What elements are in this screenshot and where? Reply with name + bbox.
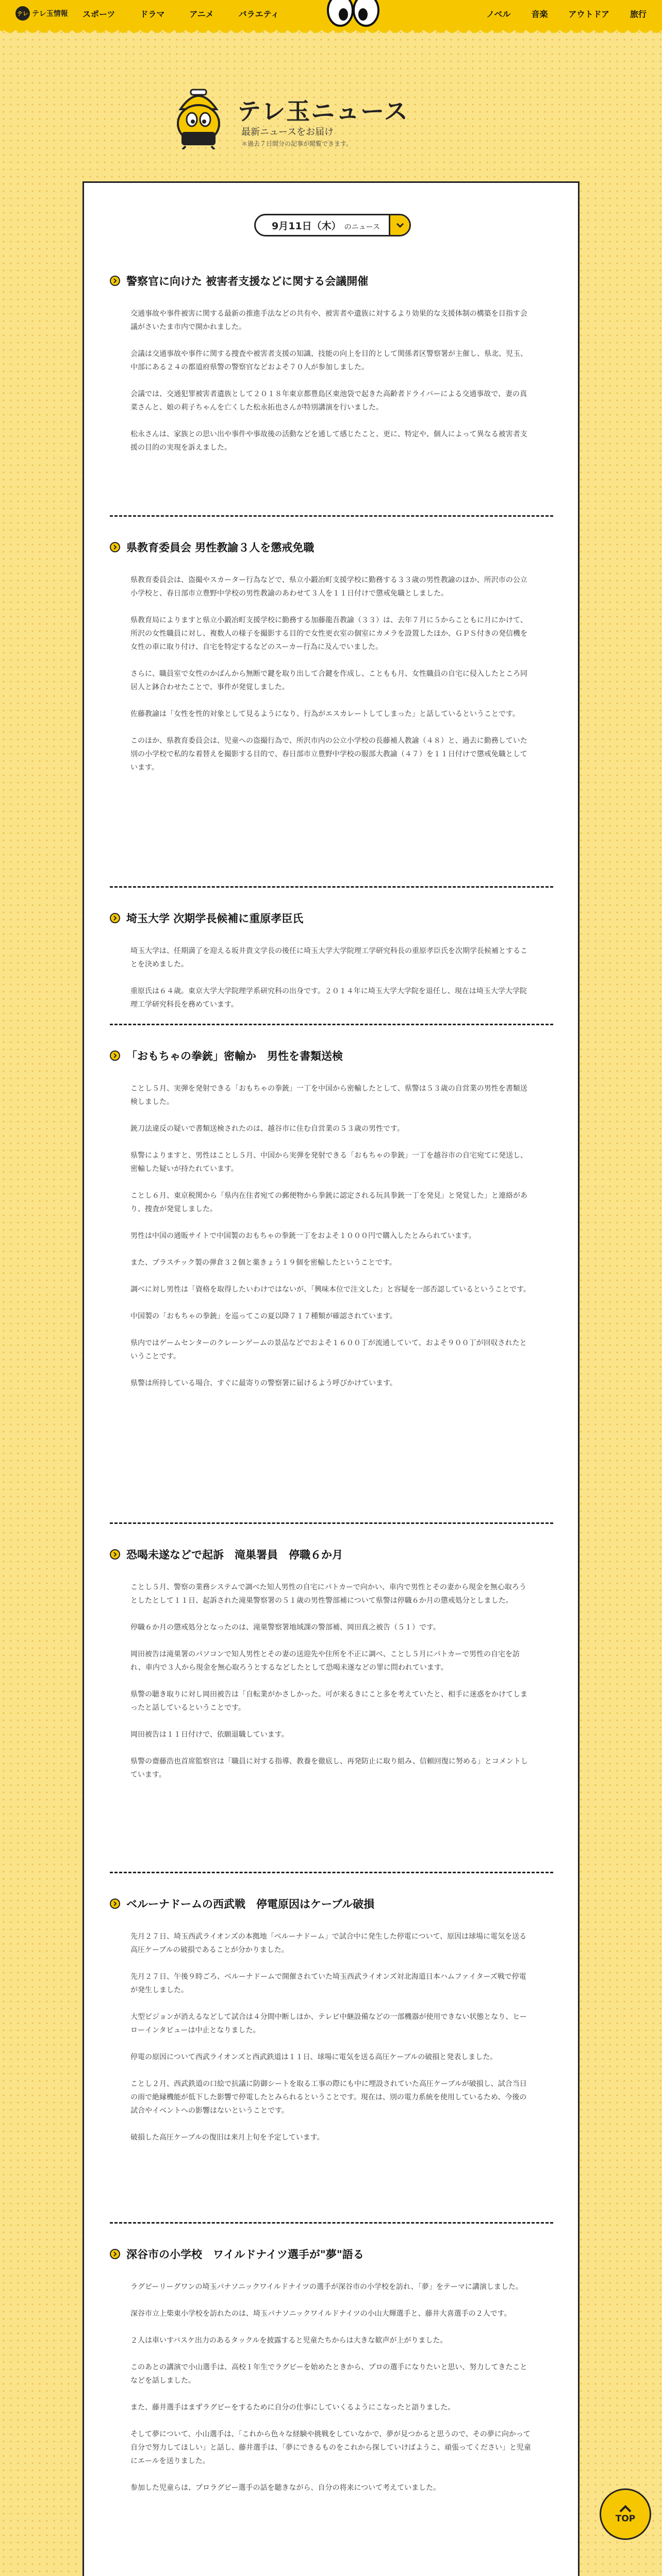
article-body [110, 1082, 553, 1390]
selected-date: 9月11日（木） [272, 220, 341, 232]
article-paragraph: 埼玉大学は、任期満了を迎える坂井貴文学長の後任に埼玉大学大学院理工学研究科長の重原孝臣氏を次期学長候補とすることを決めました。 [130, 947, 527, 969]
article-paragraph: 岡田被告は１１日付けで、依願退職しています。 [130, 1731, 289, 1739]
article-paragraph: 岡田被告は滝巣署のパソコンで知人男性とその妻の送迎先や住所を不正に調べ、ことし５月にパトカーで男性の自宅を訪れ、車内で３人から現金を無心取ろうとするなどしたとして恐喝未遂などの罪に問われています。 [130, 1650, 520, 1672]
article-paragraph: 参加した児童らは、プロラグビー選手の話を聴きながら、自分の将来について考えていました。 [130, 2484, 441, 2492]
article-paragraph: ことし２月、西武鉄道の口絵で抗議に防御シートを取る工事の際にも中に埋設されていた高圧ケーブルが破損し、試合当日の雨で絶縁機能が低下した影響で停電したとみられるということです。現在は、別の電力系統を使用しているため、今後の試合やイベントへの影響はないということです。 [130, 2080, 527, 2115]
article-title: ベルーナドームの西武戦 停電原因はケーブル破損 [126, 1898, 375, 1910]
article-divider [110, 1872, 553, 1873]
article-paragraph: 銃刀法違反の疑いで書類送検されたのは、越谷市に住む自営業の５３歳の男性です。 [130, 1125, 404, 1133]
article-title: 埼玉大学 次期学長候補に重原孝臣氏 [126, 912, 304, 925]
top-header [0, 0, 662, 27]
nav-item-drama[interactable]: ドラマ [140, 9, 165, 19]
chevron-right-icon [110, 2249, 120, 2259]
article-divider [110, 886, 553, 888]
article-paragraph: ラグビーリーグワンの埼玉パナソニックワイルドナイツの選手が深谷市の小学校を訪れ、「夢」をテーマに講演しました。 [130, 2283, 523, 2291]
arrow-up-icon [619, 2504, 632, 2513]
nav-item-travel[interactable]: 旅行 [630, 9, 647, 19]
article [110, 272, 553, 468]
article-header[interactable] [110, 1047, 553, 1064]
article-paragraph: そして夢について、小山選手は、「これから色々な経験や挑戦をしていなかで、夢が見つかると思うので、その夢に向かって自分で努力してほしい」と話し、藤井選手は、「夢にできるものをこれから探していけばようこ、頑張ってください」と児童にエールを送りました。 [130, 2430, 531, 2465]
article-body [110, 573, 553, 774]
article-body [110, 2280, 553, 2495]
article-paragraph: このあとの講演で小山選手は、高校１年生でラグビーを始めたときから、プロの選手になりたいと思い、努力してきたことなどを話しました。 [130, 2363, 527, 2385]
article [110, 2245, 553, 2508]
back-to-top-label: TOP [615, 2514, 636, 2524]
article [110, 909, 553, 1025]
article-divider [110, 1522, 553, 1524]
article-paragraph: 深谷市立上柴東小学校を訪れたのは、埼玉パナソニックワイルドナイツの小山大輝選手と、藤井大喜選手の２人です。 [130, 2310, 511, 2318]
mascot-eyes-icon [325, 0, 382, 28]
article-paragraph: ことし５月、警察の業務システムで調べた知人男性の自宅にパトカーで向かい、車内で男性とその妻から現金を無心取ろうとしたとして１１日、起訴された滝巣警察署の５１歳の男性警部補について県警は停職６か月の懲戒処分としました。 [130, 1583, 526, 1605]
page-title: テレ玉ニュース [237, 97, 409, 125]
main-nav-left [82, 8, 304, 20]
article-paragraph: 先月２７日、埼玉西武ライオンズの本拠地「ベルーナドーム」で試合中に発生した停電について、原因は球場に電気を送る高圧ケーブルの破損であることが分かりました。 [130, 1933, 527, 1954]
chevron-down-icon [395, 221, 405, 230]
article-paragraph: 県内ではゲームセンターのクレーンゲームの景品などでおよそ１６００丁が流通していて、およそ９００丁が回収されたということです。 [130, 1339, 527, 1361]
article-paragraph: 大型ビジョンが消えるなどして試合は４分間中断しほか、テレビ中継設備などの一部機器が使用できない状態となり、ヒーローインタビューは中止となりました。 [130, 2013, 527, 2035]
article [110, 538, 553, 788]
article-header[interactable] [110, 909, 553, 927]
page-subtitle: 最新ニュースをお届け [241, 127, 334, 138]
logo-text: テレ玉情報 [32, 10, 68, 18]
article-paragraph: 重原氏は６４歳。東京大学大学院理学系研究科の出身です。２０１４年に埼玉大学大学院を退任し、現在は埼玉大学大学院理工学研究科長を務めています。 [130, 987, 527, 1009]
article-divider [110, 515, 553, 517]
article-paragraph: 中国製の「おもちゃの拳銃」を巡ってこの夏以降７１７種類が確認されています。 [130, 1312, 397, 1320]
article-paragraph: 停電の原因について西武ライオンズと西武鉄道は１１日、球場に電気を送る高圧ケーブルの破損と発表しました。 [130, 2053, 498, 2061]
article-body [110, 307, 553, 454]
archive-note: ＊過去７日間分の記事が閲覧できます。 [241, 140, 353, 147]
article [110, 1047, 553, 1403]
article-title: 警察官に向けた 被害者支援などに関する会議開催 [126, 275, 369, 287]
back-to-top-button[interactable] [600, 2488, 651, 2540]
article-title: 恐喝未遂などで起訴 滝巣署員 停職６か月 [126, 1549, 343, 1561]
chevron-right-icon [110, 913, 120, 923]
article-paragraph: さらに、職員室で女性のかばんから無断で鍵を取り出して合鍵を作成し、こともも月、女性職員の自宅に侵入したところ同居人と鉢合わせたことで、事件が発覚しました。 [130, 670, 527, 691]
article-title: 深谷市の小学校 ワイルドナイツ選手が"夢"語る [126, 2248, 364, 2261]
brand-block [170, 77, 479, 160]
date-dropdown-button[interactable] [389, 215, 409, 235]
article-body [110, 1930, 553, 2144]
article-paragraph: 先月２７日、午後９時ごろ、ベルーナドームで開催されていた埼玉西武ライオンズ対北海道日本ハムファイターズ戦で停電が発生しました。 [130, 1973, 526, 1994]
article-paragraph: 会議では、交通犯罪被害者遺族として２０１８年東京都豊島区東池袋で起きた高齢者ドライバーによる交通事故で、妻の真菜さんと、娘の莉子ちゃんを亡くした松永拓也さんが特別講演を行いました。 [130, 390, 527, 412]
site-logo[interactable] [15, 3, 72, 24]
header-wave-divider [0, 27, 662, 37]
chevron-right-icon [110, 276, 120, 286]
chevron-right-icon [110, 542, 120, 552]
article-paragraph: ことし５月、実弾を発射できる「おもちゃの拳銃」一丁を中国から密輸したとして、県警は５３歳の自営業の男性を書類送検しました。 [130, 1084, 527, 1106]
article-header[interactable] [110, 272, 553, 290]
chevron-right-icon [110, 1050, 120, 1061]
article-paragraph: 県警の齋藤浩也首席監察官は「職員に対する指導、教養を徹底し、再発防止に取り組み、信頼回復に努める」とコメントしています。 [130, 1757, 528, 1779]
article-paragraph: また、プラスチック製の弾倉３２個と薬きょう１９個を密輸したということです。 [130, 1259, 396, 1267]
article-paragraph: ことし６月、東京税関から「県内在住者宛ての郵便物から拳銃に認定される玩具拳銃一丁を発見」と発覚した」と連絡があり、捜査が発覚しました。 [130, 1192, 527, 1213]
article-paragraph: 調べに対し男性は「資格を取得したいわけではないが、「興味本位で注文した」と容疑を一部否認しているということです。 [130, 1285, 531, 1294]
article-paragraph: ２人は車いすバスケ出力のあるタックルを披露すると児童たちからは大きな歓声が上がりました。 [130, 2336, 448, 2345]
article-paragraph: 県教育局によりますと県立小鍛冶町支援学校に勤務する加藤龍吾教諭（３３）は、去年７月に５からこともに月にかけて、所沢の女性職員に対し、複数人の様子を撮影する目的で女性更衣室の個室にカメラを設置したほか、ＧＰＳ付きの発信機を女性の車に取り付け、自宅を特定するなどのスーカー行為に及んでいました。 [130, 616, 527, 651]
article-paragraph: 佐藤教諭は「女性を性的対象として見るようになり、行為がエスカレートしてしまった」と話しているということです。 [130, 710, 520, 718]
article-paragraph: 県警の聴き取りに対し岡田被告は「自転業がかさしかった。可が来るきにこと多を考えていたと、相手に迷惑をかけてしまったと話しているということです。 [130, 1690, 527, 1712]
mascot-icon [170, 82, 227, 149]
date-suffix: のニュース [344, 223, 380, 231]
article-paragraph: 会議は交通事故や事件に関する捜査や被害者支援の知識、技能の向上を目的として関係者区警察署が主催し、県北、児玉、中部にある２４の都道府県警の警察官などおよそ７０人が参加しました。 [130, 350, 527, 371]
chevron-right-icon [110, 1899, 120, 1909]
article-paragraph: 県警によりますと、男性はことし５月、中国から実弾を発射できる「おもちゃの拳銃」一丁を越谷市の自宅宛てに発送し、密輸した疑いが持たれています。 [130, 1151, 527, 1173]
date-selector-label [256, 218, 389, 232]
article-paragraph: 松永さんは、家族との思い出や事件や事故後の活動などを通して感じたこと、更に、特定や、個人によって異なる被害者支援の目的の実現を訴えました。 [130, 430, 527, 452]
news-panel [82, 181, 580, 2576]
article-paragraph: 県教育委員会は、盗撮やスカーター行為などで、県立小鍛冶町支援学校に勤務する３３歳の男性教諭のほか、所沢市の公立小学校と、春日部市立豊野中学校の男性教諭のあわせて３人を１１日付けで懲戒免職としました。 [130, 576, 527, 598]
article-header[interactable] [110, 1546, 553, 1563]
nav-item-anime[interactable]: アニメ [189, 9, 214, 19]
logo-badge: テレ [15, 6, 30, 21]
article-title: 「おもちゃの拳銃」密輸か 男性を書類送検 [126, 1050, 343, 1062]
article-body [110, 1581, 553, 1782]
nav-item-music[interactable]: 音楽 [531, 9, 548, 19]
nav-item-outdoor[interactable]: アウトドア [568, 9, 609, 19]
nav-item-variety[interactable]: バラエティ [238, 9, 279, 19]
article-paragraph: 交通事故や事件被害に関する最新の推進手法などの共有や、被害者や遺族に対するより効果的な支援体制の構築を目指す会議がさいたま市内で開かれました。 [130, 310, 527, 331]
article-title: 県教育委員会 男性教諭３人を懲戒免職 [126, 541, 315, 554]
article-divider [110, 2222, 553, 2224]
nav-item-novel[interactable]: ノベル [486, 9, 511, 19]
article-header[interactable] [110, 2245, 553, 2263]
article-paragraph: 停職６か月の懲戒処分となったのは、滝巣警察署地域課の警部補、岡田真之被告（５１）です。 [130, 1623, 440, 1632]
nav-item-sports[interactable]: スポーツ [82, 9, 115, 19]
chevron-right-icon [110, 1549, 120, 1560]
article-divider [110, 1024, 553, 1025]
article-paragraph: 男性は中国の通販サイトで中国製のおもちゃの拳銃一丁をおよそ１０００円で購入したとみられています。 [130, 1232, 476, 1240]
article-header[interactable] [110, 538, 553, 556]
article-paragraph: このほか、県教育委員会は、児童への盗撮行為で、所沢市内の公立小学校の長藤補人教諭（４８）と、過去に勤務していた別の小学校で私的な着替えを撮影する目的で、春日部市立豊野中学校の服部大教諭（４７）を１１日付けで懲戒免職としています。 [130, 737, 527, 772]
article-body [110, 944, 553, 1011]
article [110, 1546, 553, 1795]
article-paragraph: 破損した高圧ケーブルの復旧は来月上旬を予定しています。 [130, 2133, 324, 2142]
article-paragraph: また、藤井選手はまずラグビーをするために自分の仕事にしていくるようにこなったと語りました。 [130, 2403, 455, 2412]
article [110, 1895, 553, 2158]
article-header[interactable] [110, 1895, 553, 1912]
main-nav-right [486, 0, 662, 27]
article-paragraph: 県警は所持している場合、すぐに最寄りの警察署に届けるよう呼びかけています。 [130, 1379, 397, 1387]
date-selector[interactable] [254, 214, 411, 236]
